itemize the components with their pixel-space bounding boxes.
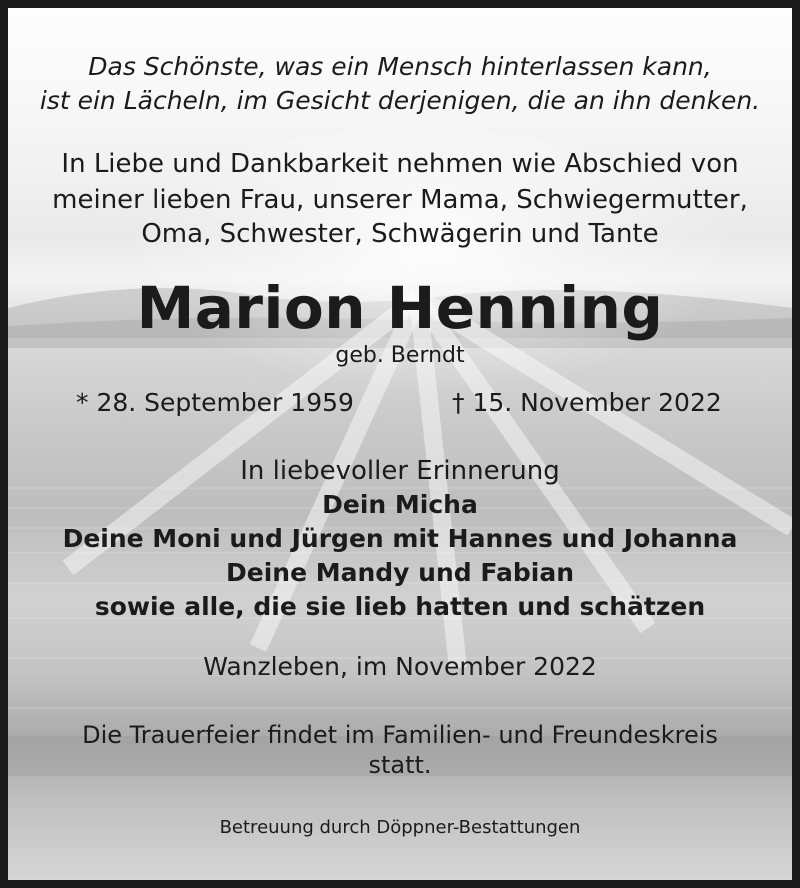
funeral-home: Betreuung durch Döppner-Bestattungen [219,817,581,838]
obituary-notice [8,8,792,880]
intro-line-2: meiner lieben Frau, unserer Mama, Schwiegermutter, [52,185,748,215]
service-note-line-2: statt. [368,751,432,779]
mourner-line-4: sowie alle, die sie lieb hatten und schätzen [94,592,706,621]
deceased-name: Marion Henning [136,274,664,342]
born-name: geb. Berndt [335,343,465,368]
life-dates [8,388,792,418]
mourner-line-1: Dein Micha [322,490,478,519]
intro-line-1: In Liebe und Dankbarkeit nehmen wie Abschied von [61,149,739,179]
intro-line-3: Oma, Schwester, Schwägerin und Tante [141,219,659,249]
place-date: Wanzleben, im November 2022 [203,652,597,681]
memory-heading: In liebevoller Erinnerung [240,456,560,486]
service-note-line-1: Die Trauerfeier findet im Familien- und Freundeskreis [82,721,718,749]
birth-date: * 28. September 1959 [76,388,354,417]
quote-line-1: Das Schönste, was ein Mensch hinterlassen kann, [88,52,712,81]
mourner-line-2: Deine Moni und Jürgen mit Hannes und Johanna [62,524,738,553]
death-date: † 15. November 2022 [452,388,722,417]
notice-text [8,8,792,880]
mourner-line-3: Deine Mandy und Fabian [226,558,574,587]
quote-line-2: ist ein Lächeln, im Gesicht derjenigen, die an ihn denken. [39,86,761,115]
